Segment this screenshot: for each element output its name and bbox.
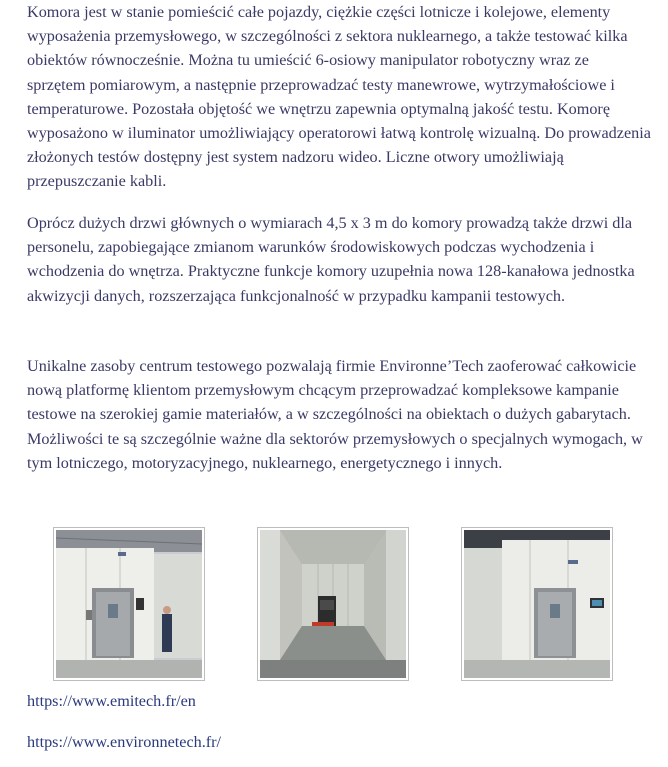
chamber-side-image — [464, 530, 610, 678]
chamber-exterior-image — [56, 530, 202, 678]
link-emitech[interactable]: https://www.emitech.fr/en — [27, 692, 196, 710]
paragraph-chamber-capabilities: Komora jest w stanie pomieścić całe pojazdy, ciężkie części lotnicze i kolejowe, elementy wyposażenia przemysłowego, w szczególności z sektora nuklearnego, a także testować kilka obiektów równocześnie. Można tu umieścić 6-osiowy manipulator robotyczny wraz ze sprzętem pomiarowym, a następnie przeprowadzać testy manewrowe, wytrzymałościowe i temperaturowe. Pozostała objętość we wnętrzu zapewnia optymalną jakość testu. Komorę wyposażono w iluminator umożliwiający operatorowi łatwą kontrolę wizualną. Do prowadzenia złożonych testów dostępny jest system nadzoru wideo. Liczne otwory umożliwiają przepuszczanie kabli. — [27, 3, 651, 191]
photo-gallery — [0, 527, 668, 683]
gallery-photo-chamber-side[interactable] — [461, 527, 613, 681]
paragraph-test-center-offer: Unikalne zasoby centrum testowego pozwalają firmie Environne’Tech zaoferować całkowicie nową platformę klientom przemysłowym chcącym przeprowadzać kompleksowe kampanie testowe na szerokiej gamie materiałów, a w szczególności na obiektach o dużych gabarytach. Możliwości te są szczególnie ważne dla sektorów przemysłowych o specjalnych wymogach, w tym lotniczego, motoryzacyjnego, nuklearnego, energetycznego i innych. — [27, 357, 643, 472]
link-environnetech[interactable]: https://www.environnetech.fr/ — [27, 733, 222, 751]
gallery-photo-chamber-exterior[interactable] — [53, 527, 205, 681]
paragraph-doors-and-daq: Oprócz dużych drzwi głównych o wymiarach 4,5 x 3 m do komory prowadzą także drzwi dla personelu, zapobiegające zmianom warunków środowiskowych podczas wychodzenia i wchodzenia do wnętrza. Praktyczne funkcje komory uzupełnia nowa 128-kanałowa jednostka akwizycji danych, rozszerzająca funkcjonalność w przypadku kampanii testowych. — [27, 214, 635, 305]
gallery-photo-chamber-interior[interactable] — [257, 527, 409, 681]
chamber-interior-image — [260, 530, 406, 678]
